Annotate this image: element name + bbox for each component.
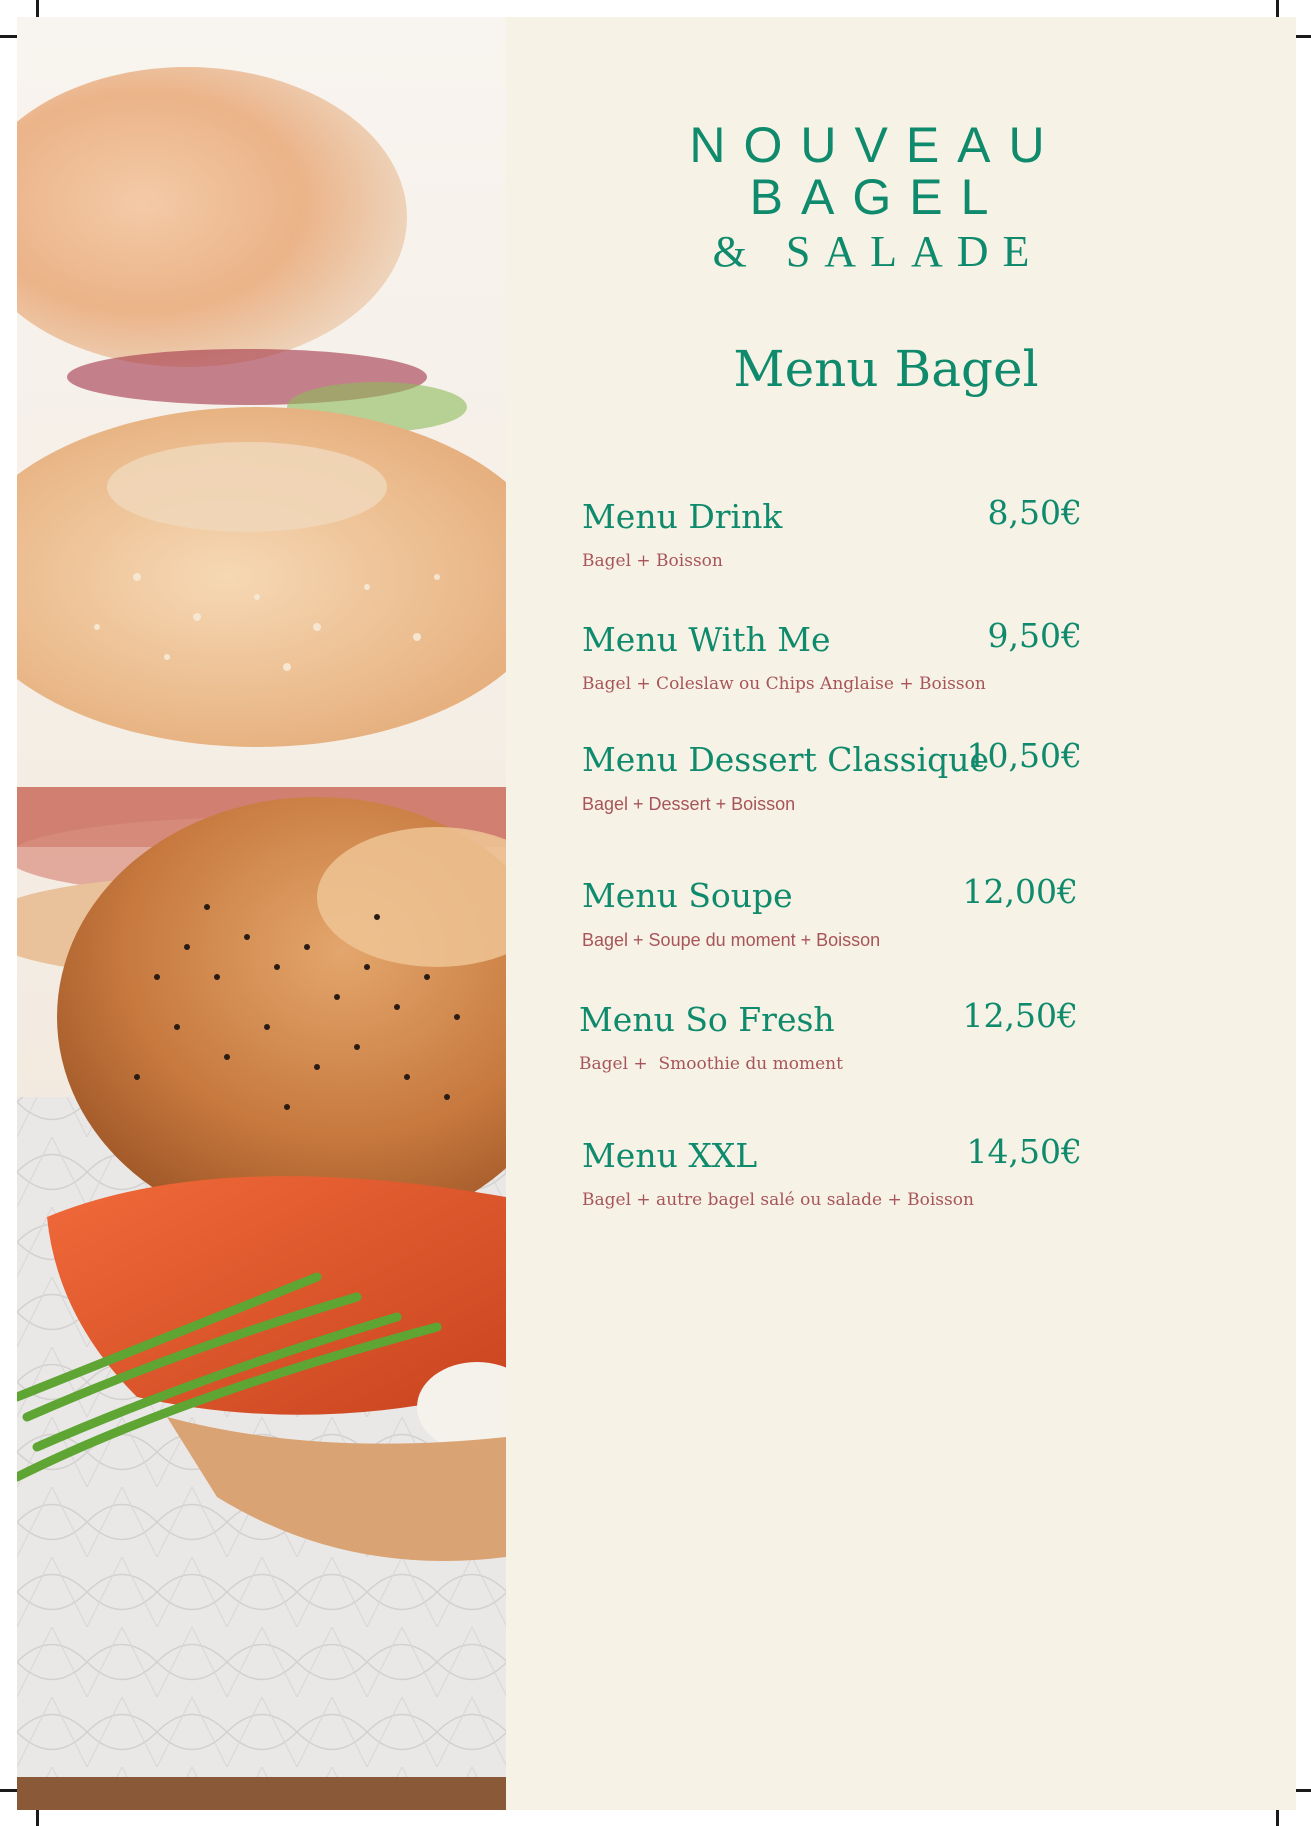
menu-item xyxy=(579,996,1079,1100)
menu-item-description: Bagel + Smoothie du moment xyxy=(579,1054,843,1074)
menu-item xyxy=(582,493,1082,597)
menu-item-description: Bagel + Dessert + Boisson xyxy=(582,794,796,814)
menu-item xyxy=(582,1132,1082,1236)
menu-item-price: 12,50€ xyxy=(962,996,1078,1035)
brand-line-1: NOUVEAU xyxy=(689,117,1063,173)
menu-item-price: 10,50€ xyxy=(966,736,1082,775)
menu-item-description: Bagel + Boisson xyxy=(582,551,723,571)
section-title: Menu Bagel xyxy=(733,340,1039,398)
brand-line-2: BAGEL xyxy=(749,169,1007,225)
menu-item-description: Bagel + autre bagel salé ou salade + Boisson xyxy=(582,1190,974,1210)
menu-item-name: Menu Drink xyxy=(582,497,783,536)
menu-item-description: Bagel + Soupe du moment + Boisson xyxy=(582,930,881,950)
menu-item-price: 9,50€ xyxy=(987,616,1082,655)
menu-item-name: Menu XXL xyxy=(582,1136,758,1175)
menu-item xyxy=(582,736,1082,840)
menu-item-name: Menu Dessert Classique xyxy=(582,740,990,779)
brand-line-3: & SALADE xyxy=(712,227,1044,276)
menu-item-price: 8,50€ xyxy=(987,493,1082,532)
menu-item-name: Menu Soupe xyxy=(582,876,793,915)
menu-item-price: 14,50€ xyxy=(966,1132,1082,1171)
menu-panel xyxy=(506,17,1296,1810)
bagel-photo xyxy=(17,17,506,1810)
menu-item-description: Bagel + Coleslaw ou Chips Anglaise + Boisson xyxy=(582,674,986,694)
menu-item xyxy=(582,872,1082,976)
menu-item-price: 12,00€ xyxy=(962,872,1078,911)
bagel-illustration xyxy=(17,17,506,1810)
menu-item-name: Menu So Fresh xyxy=(579,1000,835,1039)
menu-item-name: Menu With Me xyxy=(582,620,831,659)
menu-item xyxy=(582,616,1082,720)
